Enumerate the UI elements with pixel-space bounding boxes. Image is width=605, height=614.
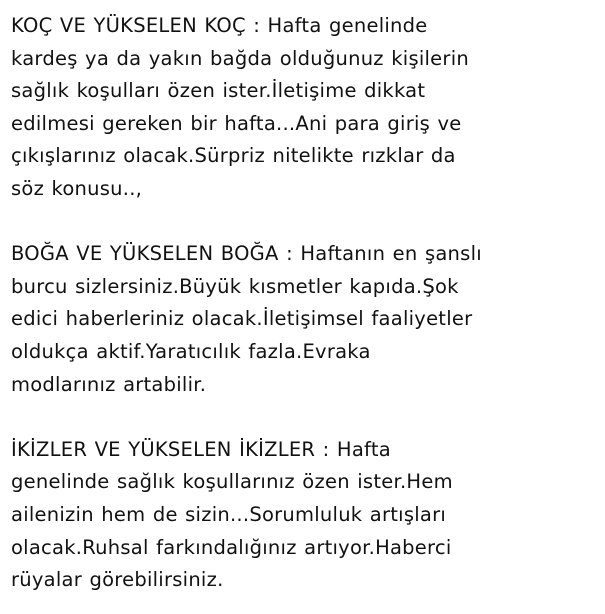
text-line: genelinde sağlık koşullarınız özen ister.Hem [11,470,453,494]
text-line: rüyalar görebilirsiniz. [11,568,224,592]
paragraph-spacer [11,206,601,239]
text-line: İKİZLER VE YÜKSELEN İKİZLER : Hafta [11,437,391,461]
text-line: çıkışlarınız olacak.Sürpriz nitelikte rızklar da [11,144,456,168]
ikizler-paragraph [11,434,601,597]
text-line: sağlık koşulları özen ister.İletişime dikkat [11,79,426,103]
text-line: ailenizin hem de sizin...Sorumluluk artışları [11,502,447,526]
paragraph-spacer [11,401,601,434]
text-line: olacak.Ruhsal farkındalığınız artıyor.Haberci [11,535,452,559]
text-line: modlarınız artabilir. [11,372,207,396]
text-line: kardeş ya da yakın bağda olduğunuz kişilerin [11,46,469,70]
text-line: söz konusu.., [11,176,143,200]
text-line: KOÇ VE YÜKSELEN KOÇ : Hafta genelinde [11,14,428,37]
text-line: edilmesi gereken bir hafta...Ani para giriş ve [11,111,462,135]
koc-paragraph [11,10,601,206]
text-line: burcu sizlersiniz.Büyük kısmetler kapıda.Şok [11,274,459,298]
text-line: oldukça aktif.Yaratıcılık fazla.Evraka [11,339,371,363]
text-line: edici haberleriniz olacak.İletişimsel faaliyetler [11,307,473,331]
text-line: BOĞA VE YÜKSELEN BOĞA : Haftanın en şanslı [11,242,482,266]
boga-paragraph [11,238,601,401]
